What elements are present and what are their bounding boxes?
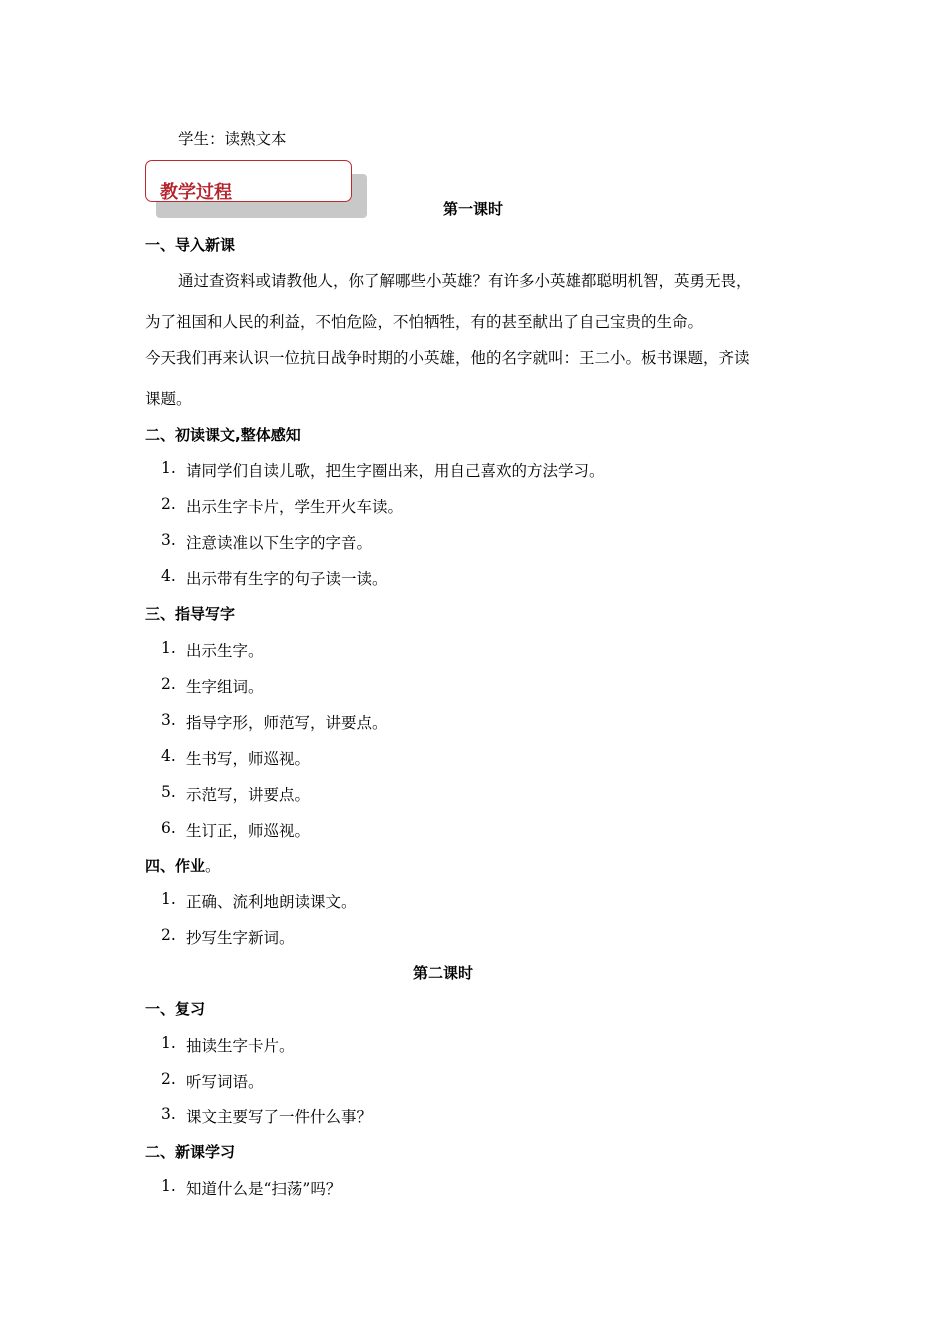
list-item: 请同学们自读儿歌，把生字圈出来，用自己喜欢的方法学习。 xyxy=(186,462,605,480)
list-item: 生书写，师巡视。 xyxy=(186,750,311,768)
list-item: 知道什么是“扫荡”吗？ xyxy=(186,1180,342,1198)
l2-sec2-heading: 二、新课学习 xyxy=(145,1143,236,1161)
l1-sec3-heading: 三、指导写字 xyxy=(145,605,236,623)
list-item: 生订正，师巡视。 xyxy=(186,822,311,840)
list-number: 3. xyxy=(161,711,176,729)
list-item: 正确、流利地朗读课文。 xyxy=(186,893,357,911)
list-item: 示范写，讲要点。 xyxy=(186,786,311,804)
l1-sec1-heading: 一、导入新课 xyxy=(145,236,236,254)
l1-para2-line2: 课题。 xyxy=(145,390,192,408)
lesson1-title: 第一课时 xyxy=(443,200,504,218)
list-item: 听写词语。 xyxy=(186,1073,264,1091)
badge-title: 教学过程 xyxy=(160,182,232,203)
list-number: 3. xyxy=(161,531,176,549)
list-number: 5. xyxy=(161,783,176,801)
list-item: 出示带有生字的句子读一读。 xyxy=(186,570,388,588)
list-item: 出示生字卡片，学生开火车读。 xyxy=(186,498,404,516)
list-number: 3. xyxy=(161,1105,176,1123)
list-item: 出示生字。 xyxy=(186,642,264,660)
list-item: 课文主要写了一件什么事？ xyxy=(186,1108,373,1126)
intro-line: 学生：读熟文本 xyxy=(178,130,287,148)
list-number: 2. xyxy=(161,926,176,944)
lesson2-title: 第二课时 xyxy=(413,964,474,982)
list-number: 1. xyxy=(161,639,176,657)
list-number: 2. xyxy=(161,675,176,693)
l1-para1-line2: 为了祖国和人民的利益，不怕危险，不怕牺牲，有的甚至献出了自己宝贵的生命。 xyxy=(145,313,704,331)
list-number: 1. xyxy=(161,1034,176,1052)
l1-sec4-heading-suffix: 。 xyxy=(205,857,221,875)
list-number: 6. xyxy=(161,819,176,837)
list-number: 1. xyxy=(161,890,176,908)
list-number: 1. xyxy=(161,459,176,477)
list-item: 注意读准以下生字的字音。 xyxy=(186,534,373,552)
l1-para2-line1: 今天我们再来认识一位抗日战争时期的小英雄，他的名字就叫：王二小。板书课题，齐读 xyxy=(145,349,750,367)
list-item: 生字组词。 xyxy=(186,678,264,696)
list-item: 抽读生字卡片。 xyxy=(186,1037,295,1055)
list-item: 抄写生字新词。 xyxy=(186,929,295,947)
l1-sec4-heading: 四、作业 xyxy=(145,857,206,875)
l2-sec1-heading: 一、复习 xyxy=(145,1000,206,1018)
list-number: 4. xyxy=(161,747,176,765)
list-number: 1. xyxy=(161,1177,176,1195)
list-number: 4. xyxy=(161,567,176,585)
list-number: 2. xyxy=(161,495,176,513)
l1-para1-line1: 通过查资料或请教他人，你了解哪些小英雄？有许多小英雄都聪明机智，英勇无畏， xyxy=(178,272,752,290)
list-number: 2. xyxy=(161,1070,176,1088)
l1-sec2-heading: 二、初读课文,整体感知 xyxy=(145,426,301,444)
l1-sec4-heading-row xyxy=(145,854,221,876)
list-item: 指导字形，师范写，讲要点。 xyxy=(186,714,388,732)
